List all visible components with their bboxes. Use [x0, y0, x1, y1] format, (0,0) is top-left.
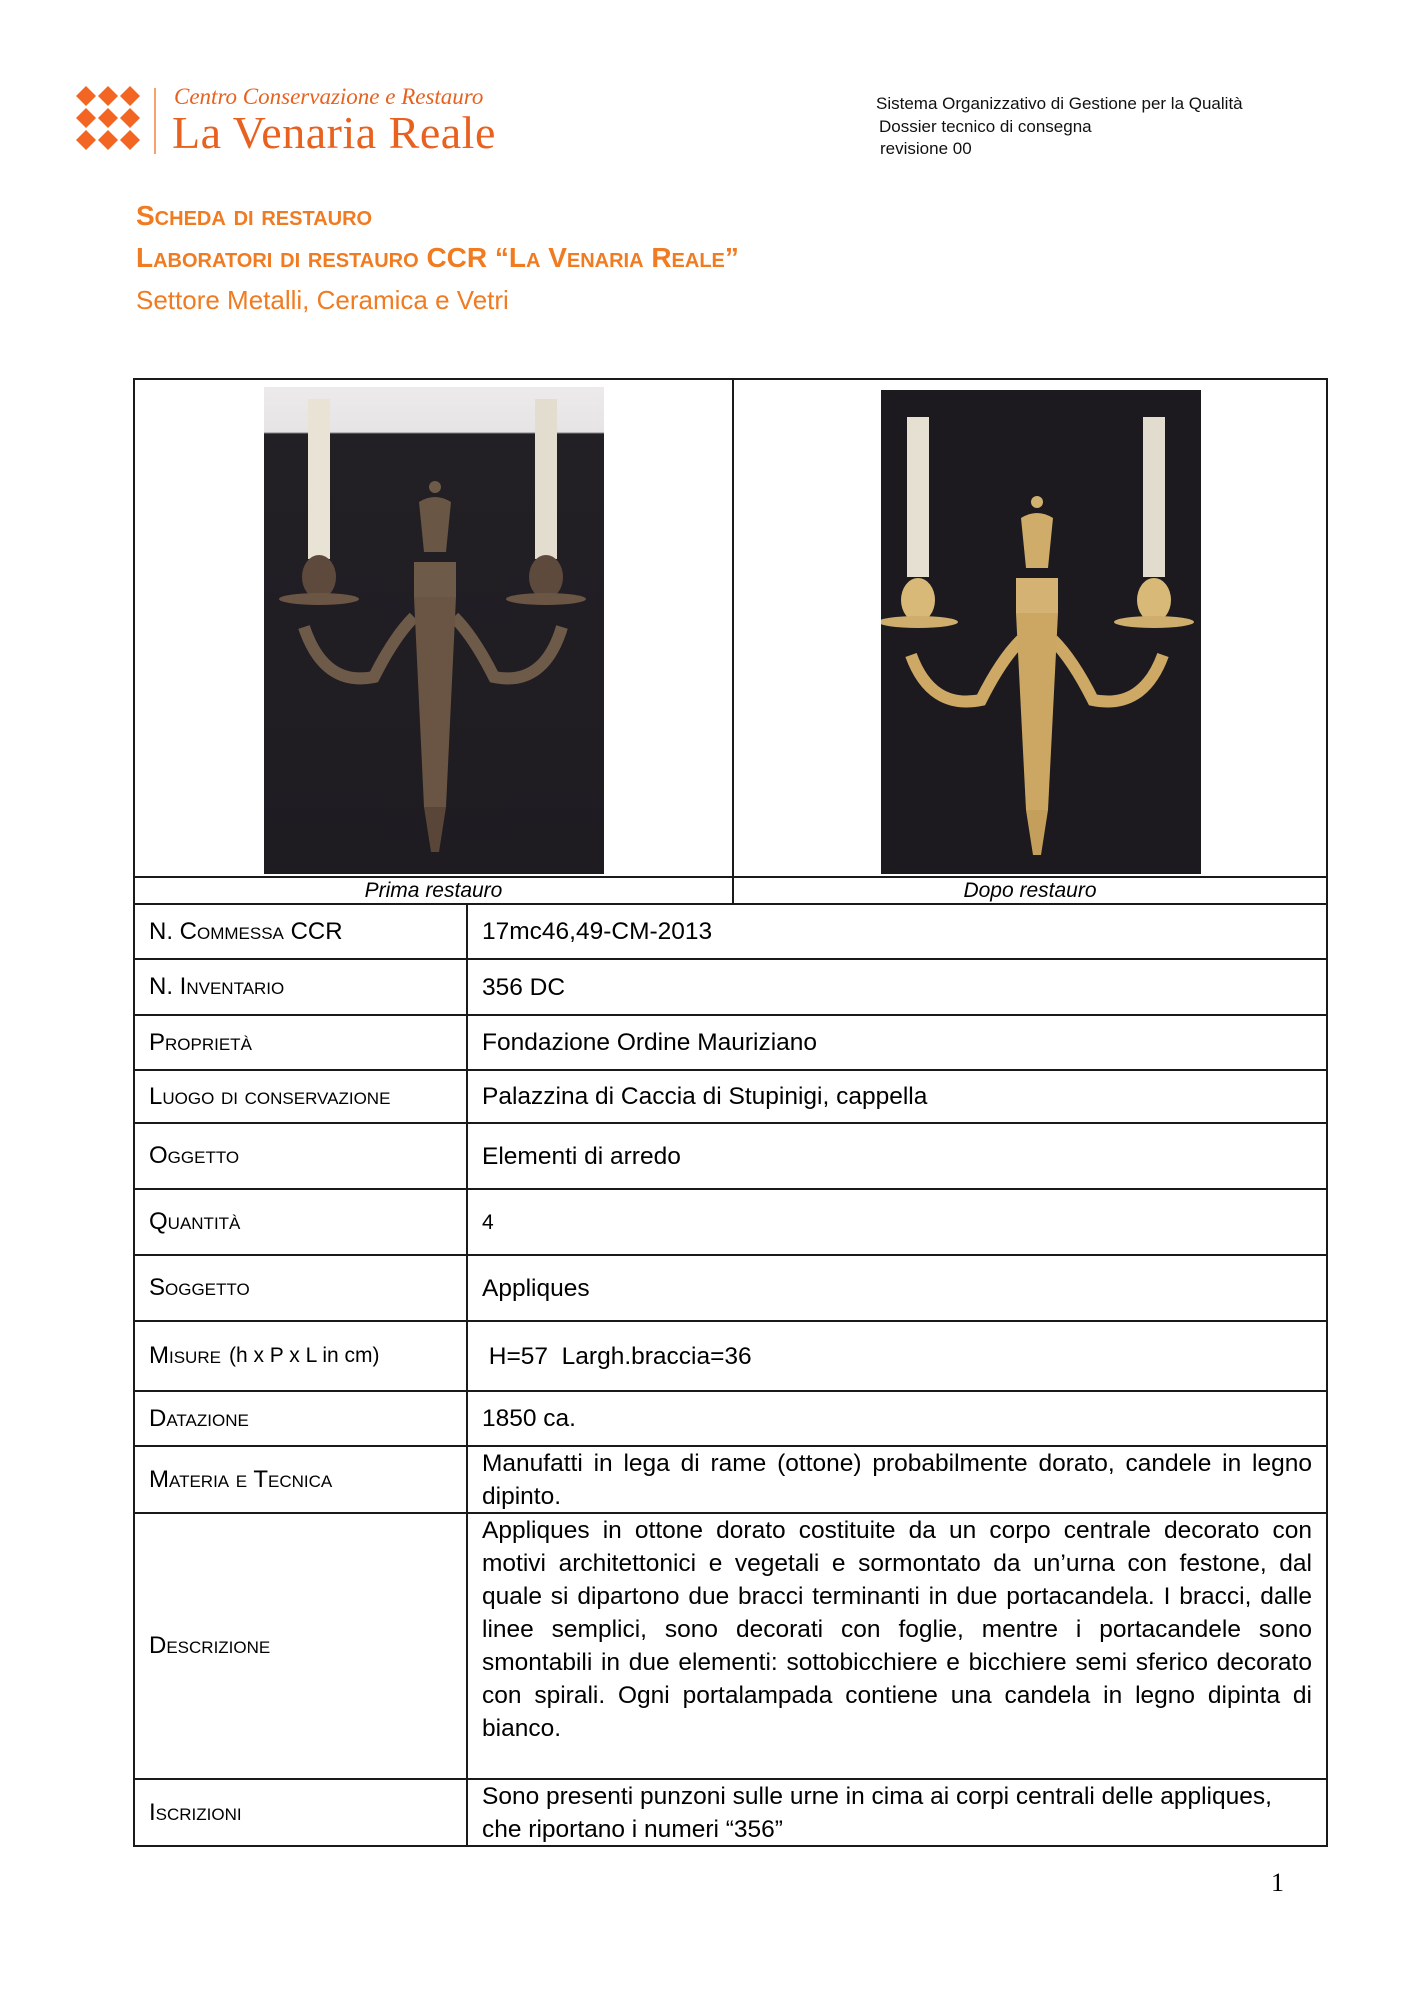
- field-value-quantita: 4: [482, 1210, 494, 1234]
- photo-label-before: Prima restauro: [135, 878, 734, 903]
- photo-label-after: Dopo restauro: [963, 879, 1097, 902]
- header-quality-system: Sistema Organizzativo di Gestione per la Qualità: [876, 94, 1243, 113]
- table-row-inventario: [133, 960, 1328, 1016]
- field-value-datazione: 1850 ca.: [482, 1405, 576, 1432]
- field-label: [135, 1322, 468, 1390]
- photo-after-restoration: [881, 390, 1201, 874]
- document-title: Scheda di restauro: [136, 200, 373, 231]
- header-dossier: Dossier tecnico di consegna: [879, 117, 1092, 136]
- field-value-materia: Manufatti in lega di rame (ottone) probabilmente dorato, candele in legno dipinto.: [482, 1450, 1312, 1510]
- sconce-after-image: [881, 390, 1201, 874]
- table-row-oggetto: [133, 1124, 1328, 1190]
- page-number: 1: [1271, 1868, 1284, 1897]
- field-label: Datazione: [135, 1392, 468, 1445]
- photo-labels-row: [135, 876, 1326, 903]
- field-label: Soggetto: [135, 1256, 468, 1320]
- table-row-luogo: [133, 1071, 1328, 1124]
- photo-table: [133, 378, 1328, 905]
- field-value-misure: H=57 Largh.braccia=36: [482, 1342, 752, 1370]
- logo-divider: [154, 88, 156, 154]
- field-value-iscrizioni: Sono presenti punzoni sulle urne in cima ai corpi centrali delle appliques, che riportano i numeri “356”: [482, 1783, 1272, 1843]
- table-row-proprieta: [133, 1016, 1328, 1071]
- field-value-oggetto: Elementi di arredo: [482, 1142, 681, 1170]
- document-sector: Settore Metalli, Ceramica e Vetri: [136, 285, 509, 315]
- field-value-soggetto: Appliques: [482, 1274, 590, 1302]
- logo-diamond-grid-icon: [76, 86, 140, 150]
- table-row-descrizione: [133, 1514, 1328, 1780]
- photo-cell-after: [734, 380, 1326, 876]
- field-value-luogo: Palazzina di Caccia di Stupinigi, cappella: [482, 1083, 928, 1110]
- table-row-misure: [133, 1322, 1328, 1392]
- field-label-text: Misure: [149, 1342, 221, 1369]
- photo-cell-before: [135, 380, 734, 876]
- sconce-before-image: [264, 387, 604, 874]
- field-label: Materia e Tecnica: [135, 1447, 468, 1512]
- table-row-datazione: [133, 1392, 1328, 1447]
- field-label: N. Inventario: [135, 960, 468, 1014]
- field-label: Iscrizioni: [135, 1780, 468, 1845]
- field-label: Proprietà: [135, 1016, 468, 1069]
- diamond-grid-icon: [76, 86, 140, 150]
- restoration-data-table: [133, 903, 1328, 1847]
- field-label: Quantità: [135, 1190, 468, 1254]
- table-row-iscrizioni: [133, 1780, 1328, 1847]
- field-value-descrizione: Appliques in ottone dorato costituite da un corpo centrale decorato con motivi architettonici e vegetali e sormontato da un’urna con festone, dal quale si dipartono due bracci terminanti in due portacandela. I bracci, dalle linee semplici, sono decorati con foglie, mentre i portacandele sono smontabili in due elementi: sottobicchiere e bicchiere semi sferico decorato con spirali. Ogni portalampada contiene una candela in legno dipinta di bianco.: [482, 1517, 1312, 1742]
- logo-name: La Venaria Reale: [172, 107, 496, 158]
- table-row-materia: [133, 1447, 1328, 1514]
- field-label: N. Commessa CCR: [135, 905, 468, 958]
- field-label-note: (h x P x L in cm): [228, 1344, 380, 1367]
- logo-subtitle: Centro Conservazione e Restauro: [174, 84, 484, 109]
- table-row-soggetto: [133, 1256, 1328, 1322]
- field-label: Oggetto: [135, 1124, 468, 1188]
- field-value-commessa: 17mc46,49-CM-2013: [482, 918, 713, 945]
- table-row-commessa: [133, 903, 1328, 960]
- field-value-inventario: 356 DC: [482, 973, 566, 1001]
- field-label: Luogo di conservazione: [135, 1071, 468, 1122]
- photo-before-restoration: [264, 387, 604, 874]
- table-row-quantita: [133, 1190, 1328, 1256]
- field-label: Descrizione: [135, 1514, 468, 1778]
- document-lab-title: Laboratori di restauro CCR “La Venaria Reale”: [136, 242, 739, 273]
- field-value-proprieta: Fondazione Ordine Mauriziano: [482, 1029, 818, 1056]
- header-revision: revisione 00: [880, 139, 972, 158]
